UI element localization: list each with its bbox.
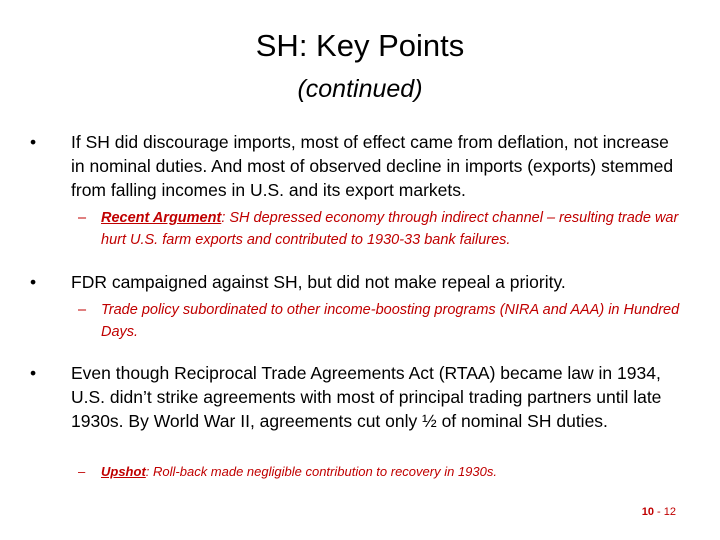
slide-subtitle: (continued)	[297, 75, 423, 103]
sub-bullet-body: : SH depressed economy through indirect channel – resulting trade war hurt U.S. farm exports and contributed to 1930-33 bank failures.	[101, 210, 679, 248]
sub-bullet-marker: –	[78, 464, 86, 479]
slide-title: SH: Key Points	[255, 28, 465, 63]
bullet-marker: •	[30, 272, 37, 292]
bullet-text: FDR campaigned against SH, but did not make repeal a priority.	[71, 272, 566, 292]
bullet-marker: •	[30, 363, 37, 383]
page-separator: -	[653, 506, 664, 518]
sub-bullet-marker: –	[78, 210, 87, 226]
sub-bullet-body: : Roll-back made negligible contribution to recovery in 1930s.	[145, 464, 497, 479]
bullet-marker: •	[30, 132, 37, 152]
page-number	[642, 506, 676, 518]
bullet-text: If SH did discourage imports, most of effect came from deflation, not increase in nominal duties. And most of observed decline in imports (exports) stemmed from falling incomes in U.S. and its export markets.	[71, 132, 674, 200]
sub-bullet-text	[101, 461, 681, 483]
sub-bullet-marker: –	[78, 302, 87, 318]
bullet-text: Even though Reciprocal Trade Agreements Act (RTAA) became law in 1934, U.S. didn’t strike agreements with most of principal trading partners until late 1930s. By World War II, agreements cut only ½ of nominal SH duties.	[71, 363, 662, 431]
sub-bullet-text	[101, 207, 681, 251]
sub-bullet-label: Recent Argument	[101, 210, 222, 226]
sub-bullet-text: Trade policy subordinated to other income-boosting programs (NIRA and AAA) in Hundred Days.	[101, 302, 680, 340]
sub-bullet-label: Upshot	[101, 464, 146, 479]
page-total: 12	[663, 506, 676, 518]
page-current: 10	[641, 506, 654, 518]
